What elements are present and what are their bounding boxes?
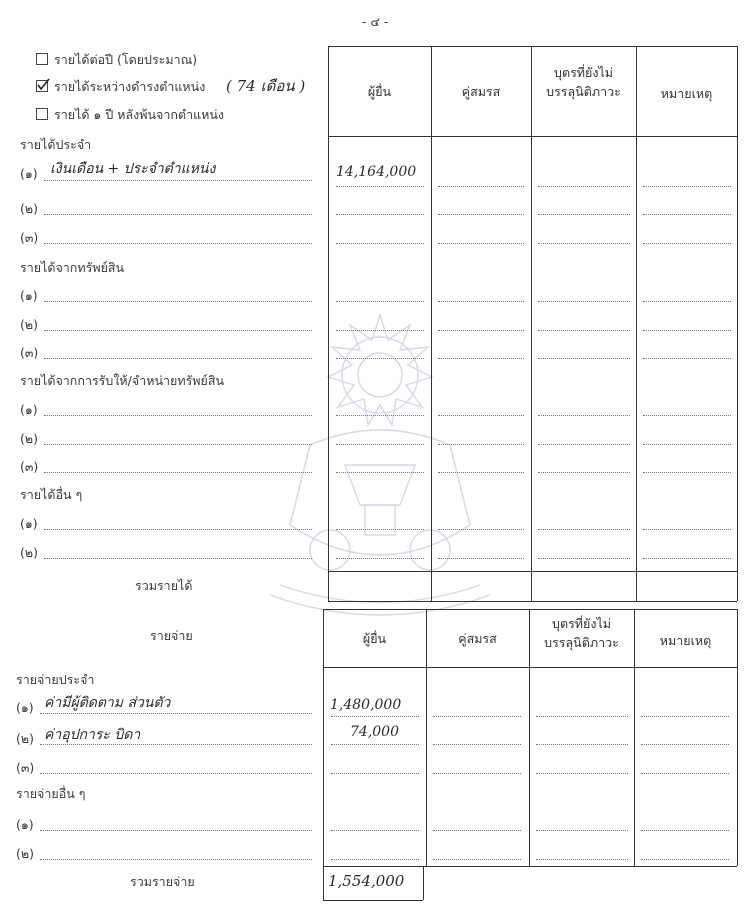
checkbox-unchecked-icon[interactable] (36, 53, 48, 65)
cell-dotted-line (331, 859, 419, 860)
cell-dotted-line (438, 558, 524, 559)
row-number: (๓) (20, 459, 39, 474)
checkbox-checked-icon[interactable] (36, 80, 48, 92)
cell-dotted-line (643, 472, 731, 473)
cell-dotted-line (433, 744, 521, 745)
cell-dotted-line (433, 830, 521, 831)
cell-dotted-line (336, 243, 424, 244)
cell-dotted-line (536, 773, 628, 774)
expense-header-filer: ผู้ยื่น (362, 631, 387, 646)
cell-dotted-line (641, 773, 729, 774)
filer-expense-value: 1,480,000 (330, 697, 402, 713)
cell-dotted-line (643, 415, 731, 416)
cell-dotted-line (536, 859, 628, 860)
cell-dotted-line (438, 529, 524, 530)
row-number: (๒) (16, 846, 34, 861)
row-number: (๑) (20, 288, 38, 303)
cell-dotted-line (438, 186, 524, 187)
row-number: (๒) (20, 545, 38, 560)
expense-header-remarks: หมายเหตุ (659, 633, 712, 648)
cell-dotted-line (438, 415, 524, 416)
option-yearly-income[interactable] (36, 52, 197, 68)
cell-dotted-line (438, 472, 524, 473)
section-title-asset-income: รายได้จากทรัพย์สิน (20, 260, 125, 275)
cell-dotted-line (536, 830, 628, 831)
expense-header-children: บุตรที่ยังไม่ บรรลุนิติภาวะ (544, 616, 619, 650)
cell-dotted-line (438, 243, 524, 244)
cell-dotted-line (331, 716, 419, 717)
income-header-spouse: คู่สมรส (461, 84, 501, 99)
cell-dotted-line (643, 444, 731, 445)
cell-dotted-line (538, 243, 630, 244)
cell-dotted-line (641, 859, 729, 860)
cell-dotted-line (331, 744, 419, 745)
row-number: (๓) (20, 345, 39, 360)
row-number: (๑) (20, 402, 38, 417)
cell-dotted-line (643, 301, 731, 302)
cell-dotted-line (538, 330, 630, 331)
row-number: (๒) (20, 431, 38, 446)
checkbox-unchecked-icon[interactable] (36, 108, 48, 120)
row-number: (๓) (16, 760, 35, 775)
option-income-after-term[interactable] (36, 107, 224, 123)
garuda-emblem-watermark-icon (250, 295, 510, 635)
income-header-remarks: หมายเหตุ (660, 86, 713, 101)
handwritten-duration: ( 74 เดือน ) (226, 77, 306, 95)
row-number: (๒) (16, 731, 34, 746)
expense-row-label: รายจ่าย (150, 628, 193, 643)
cell-dotted-line (336, 301, 424, 302)
cell-dotted-line (538, 358, 630, 359)
row-number: (๒) (20, 201, 38, 216)
cell-dotted-line (538, 415, 630, 416)
cell-dotted-line (538, 558, 630, 559)
cell-dotted-line (643, 558, 731, 559)
cell-dotted-line (433, 716, 521, 717)
cell-dotted-line (336, 529, 424, 530)
cell-dotted-line (641, 716, 729, 717)
cell-dotted-line (538, 301, 630, 302)
cell-dotted-line (438, 301, 524, 302)
cell-dotted-line (536, 716, 628, 717)
handwritten-expense-item: ค่ามีผู้ติดตาม ส่วนตัว (44, 695, 171, 711)
cell-dotted-line (538, 214, 630, 215)
row-number: (๑) (16, 817, 34, 832)
cell-dotted-line (336, 186, 424, 187)
cell-dotted-line (336, 358, 424, 359)
cell-dotted-line (331, 830, 419, 831)
cell-dotted-line (438, 358, 524, 359)
row-number: (๑) (16, 700, 34, 715)
cell-dotted-line (643, 214, 731, 215)
cell-dotted-line (641, 830, 729, 831)
section-title-transfer-income: รายได้จากการรับให้/จำหน่ายทรัพย์สิน (20, 373, 225, 388)
cell-dotted-line (438, 444, 524, 445)
filer-income-value: 14,164,000 (336, 164, 417, 180)
cell-dotted-line (643, 330, 731, 331)
cell-dotted-line (643, 186, 731, 187)
option-label: รายได้ต่อปี (โดยประมาณ) (54, 52, 198, 67)
cell-dotted-line (643, 529, 731, 530)
section-title-regular-expense: รายจ่ายประจำ (16, 672, 95, 687)
cell-dotted-line (643, 243, 731, 244)
cell-dotted-line (536, 744, 628, 745)
handwritten-expense-item: ค่าอุปการะ บิดา (44, 727, 141, 743)
total-expense-value: 1,554,000 (328, 872, 405, 890)
cell-dotted-line (438, 214, 524, 215)
cell-dotted-line (641, 744, 729, 745)
section-title-other-expense: รายจ่ายอื่น ๆ (16, 786, 86, 801)
cell-dotted-line (538, 186, 630, 187)
cell-dotted-line (643, 358, 731, 359)
section-title-regular-income: รายได้ประจำ (20, 137, 92, 152)
cell-dotted-line (336, 558, 424, 559)
cell-dotted-line (331, 773, 419, 774)
cell-dotted-line (433, 859, 521, 860)
income-header-filer: ผู้ยื่น (367, 84, 392, 99)
expense-header-spouse: คู่สมรส (458, 631, 497, 646)
handwritten-income-item: เงินเดือน + ประจำตำแหน่ง (50, 161, 216, 177)
cell-dotted-line (336, 214, 424, 215)
row-number: (๓) (20, 230, 39, 245)
cell-dotted-line (336, 472, 424, 473)
cell-dotted-line (438, 330, 524, 331)
cell-dotted-line (538, 444, 630, 445)
option-income-during-term[interactable] (36, 79, 205, 95)
total-expense-label: รวมรายจ่าย (130, 874, 195, 889)
row-number: (๑) (20, 516, 38, 531)
filer-expense-value: 74,000 (350, 724, 399, 740)
cell-dotted-line (336, 415, 424, 416)
page-number: - ๔ - (362, 14, 389, 29)
income-header-children: บุตรที่ยังไม่ บรรลุนิติภาวะ (546, 65, 621, 99)
section-title-other-income: รายได้อื่น ๆ (20, 487, 83, 502)
total-income-label: รวมรายได้ (135, 578, 193, 593)
cell-dotted-line (336, 444, 424, 445)
cell-dotted-line (433, 773, 521, 774)
cell-dotted-line (538, 529, 630, 530)
cell-dotted-line (336, 330, 424, 331)
cell-dotted-line (538, 472, 630, 473)
row-number: (๑) (20, 166, 38, 181)
option-label: รายได้ ๑ ปี หลังพ้นจากตำแหน่ง (54, 107, 225, 122)
row-number: (๒) (20, 317, 38, 332)
option-label: รายได้ระหว่างดำรงตำแหน่ง (54, 79, 206, 94)
